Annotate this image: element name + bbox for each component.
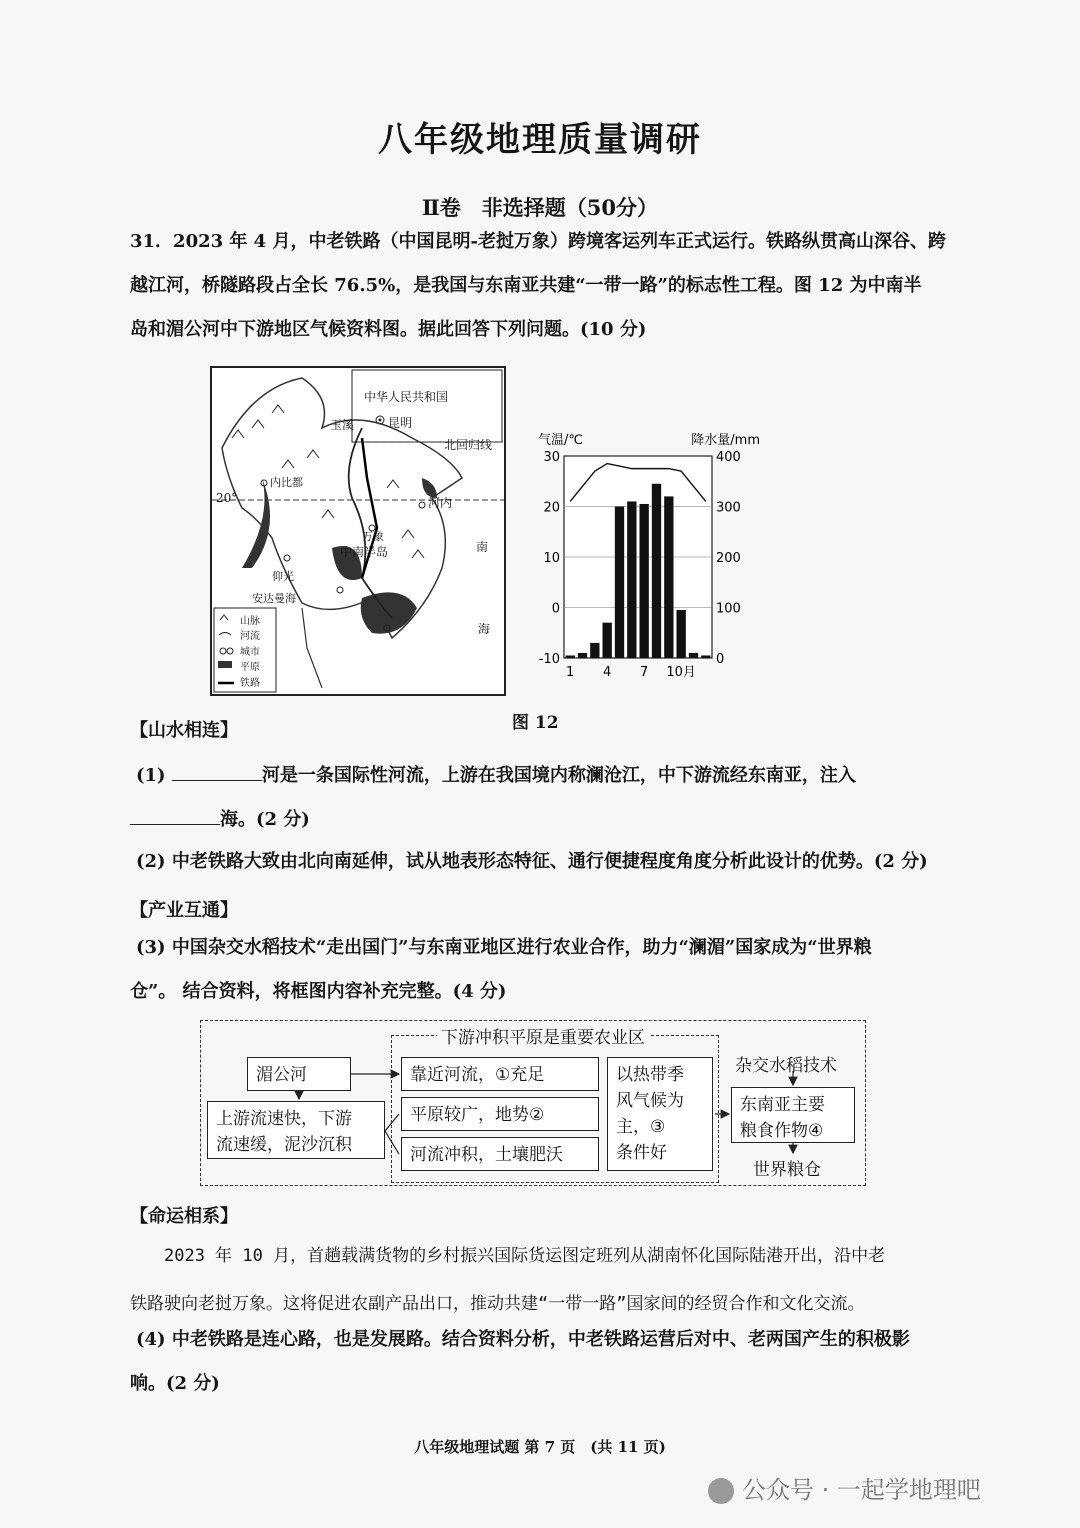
box-condition-terrain: 平原较广，地势② — [401, 1097, 599, 1131]
legend-city: 城市 — [240, 647, 260, 658]
question-4 — [130, 1318, 986, 1406]
legend-mountain: 山脉 — [240, 616, 260, 627]
precip-tick-label: 100 — [716, 601, 741, 617]
indochina-map — [210, 366, 506, 696]
map-label-lat20: 20° — [216, 491, 238, 505]
precip-bar — [603, 623, 612, 658]
blank-river[interactable] — [172, 760, 262, 781]
map-label-vientiane: 万象 — [362, 530, 384, 543]
month-tick-label: 4 — [603, 665, 612, 680]
precip-tick-label: 0 — [716, 652, 725, 667]
precip-bar — [590, 643, 599, 658]
q31-line-3: 岛和湄公河中下游地区气候资料图。据此回答下列问题。(10 分) — [130, 319, 647, 340]
precip-bar — [627, 501, 636, 658]
precip-bar — [566, 655, 575, 658]
q31-line-1: 31．2023 年 4 月，中老铁路（中国昆明-老挝万象）跨境客运列车正式运行。铁路纵贯高山深谷、跨 — [130, 231, 946, 252]
question-3 — [130, 926, 986, 1014]
precip-bar — [664, 496, 673, 658]
section-header-3: 【命运相系】 — [130, 1206, 238, 1227]
climate-line3: 主，③ — [616, 1117, 666, 1137]
precip-bar — [677, 610, 686, 658]
legend-plain: 平原 — [240, 662, 260, 673]
precip-bar — [640, 504, 649, 658]
map-label-south-1: 南 — [476, 540, 489, 554]
legend-river: 河流 — [240, 631, 260, 642]
question-31-intro — [130, 220, 980, 352]
page-footer: 八年级地理试题 第 7 页 (共 11 页) — [414, 1438, 666, 1456]
temp-tick-label: 20 — [543, 500, 560, 516]
legend-railway: 铁路 — [240, 678, 260, 689]
map-label-kunming: 昆明 — [388, 416, 413, 430]
watermark — [708, 1470, 981, 1505]
box-condition-soil: 河流冲积，土壤肥沃 — [401, 1137, 599, 1171]
map-label-andaman: 安达曼海 — [252, 592, 296, 605]
map-label-peninsula: 中南半岛 — [340, 545, 389, 559]
climate-chart-svg — [520, 420, 760, 690]
precip-tick-label: 400 — [716, 450, 741, 465]
temp-axis-label: 气温/℃ — [538, 433, 583, 448]
passage-line-2: 铁路驶向老挝万象。这将促进农副产品出口，推动共建“一带一路”国家间的经贸合作和文化交流。 — [130, 1294, 865, 1314]
page-title: 八年级地理质量调研 — [378, 120, 702, 160]
box-condition-water: 靠近河流，①充足 — [401, 1057, 599, 1091]
river-features-line2: 流速缓，泥沙沉积 — [216, 1135, 352, 1155]
climate-line4: 条件好 — [616, 1143, 667, 1163]
temp-tick-label: 30 — [543, 450, 560, 465]
question-2: (2) 中老铁路大致由北向南延伸，试从地表形态特征、通行便捷程度角度分析此设计的优势。(2 分) — [136, 851, 928, 872]
staple-line1: 东南亚主要 — [740, 1095, 825, 1115]
temp-tick-label: -10 — [538, 652, 560, 667]
precip-tick-label: 200 — [716, 551, 741, 566]
map-label-yuxi: 玉溪 — [330, 418, 355, 432]
flow-hybrid-rice: 杂交水稻技术 — [735, 1056, 837, 1076]
map-label-china: 中华人民共和国 — [364, 390, 449, 404]
q31-line-2: 越江河，桥隧路段占全长 76.5%，是我国与东南亚共建“一带一路”的标志性工程。图 12 为中南半 — [130, 275, 922, 296]
month-tick-label: 10月 — [666, 665, 696, 680]
climate-line1: 以热带季 — [616, 1065, 684, 1085]
staple-line2: 粮食作物④ — [740, 1121, 824, 1141]
flow-diagram — [200, 1020, 866, 1186]
passage — [130, 1232, 980, 1328]
precip-bar — [652, 484, 661, 658]
question-1 — [136, 754, 986, 842]
map-label-yangon: 仰光 — [272, 570, 294, 583]
month-tick-label: 1 — [566, 665, 575, 680]
month-tick-label: 7 — [640, 665, 649, 680]
precip-bar — [689, 653, 698, 658]
map-label-naypyidaw: 内比都 — [270, 476, 303, 489]
precip-axis-label: 降水量/mm — [691, 433, 760, 448]
section-subtitle: Ⅱ卷 非选择题（50分） — [422, 195, 658, 220]
q3-line-1: (3) 中国杂交水稻技术“走出国门”与东南亚地区进行农业合作，助力“澜湄”国家成为“世界粮 — [136, 937, 872, 958]
precip-tick-label: 300 — [716, 500, 741, 516]
section-header-1: 【山水相连】 — [130, 720, 238, 741]
box-mekong: 湄公河 — [247, 1057, 351, 1091]
blank-sea[interactable] — [130, 804, 220, 825]
watermark-text: 公众号 · 一起学地理吧 — [742, 1476, 981, 1504]
map-label-hanoi: 河内 — [428, 496, 453, 510]
precip-bar — [578, 653, 587, 658]
map-label-south-2: 海 — [478, 622, 491, 636]
q1-post: 海。(2 分) — [220, 809, 310, 830]
map-label-tropic: 北回归线 — [444, 438, 493, 452]
passage-line-1: 2023 年 10 月，首趟载满货物的乡村振兴国际货运图定班列从湖南怀化国际陆港开出，沿中老 — [130, 1246, 886, 1266]
figure-caption: 图 12 — [512, 713, 559, 733]
q4-line-2: 响。(2 分) — [130, 1373, 220, 1394]
flow-world-granary: 世界粮仓 — [753, 1160, 821, 1180]
section-header-2: 【产业互通】 — [130, 900, 238, 921]
q4-line-1: (4) 中老铁路是连心路，也是发展路。结合资料分析，中老铁路运营后对中、老两国产生的积极影 — [136, 1329, 910, 1350]
climate-chart — [520, 420, 760, 690]
q3-line-2: 仓”。 结合资料，将框图内容补充完整。(4 分) — [130, 981, 507, 1002]
flow-arrows — [201, 1021, 865, 1185]
precip-bar — [615, 507, 624, 659]
q1-prefix: (1) — [136, 765, 172, 786]
river-features-line1: 上游流速快，下游 — [216, 1109, 352, 1129]
temp-tick-label: 10 — [543, 551, 560, 566]
wechat-logo-icon — [708, 1478, 734, 1504]
climate-line2: 风气候为 — [616, 1091, 684, 1111]
q1-text: 河是一条国际性河流，上游在我国境内称澜沧江，中下游流经东南亚，注入 — [261, 765, 856, 786]
flow-header: 下游冲积平原是重要农业区 — [437, 1023, 649, 1048]
temp-tick-label: 0 — [551, 601, 560, 617]
precip-bar — [701, 655, 710, 658]
